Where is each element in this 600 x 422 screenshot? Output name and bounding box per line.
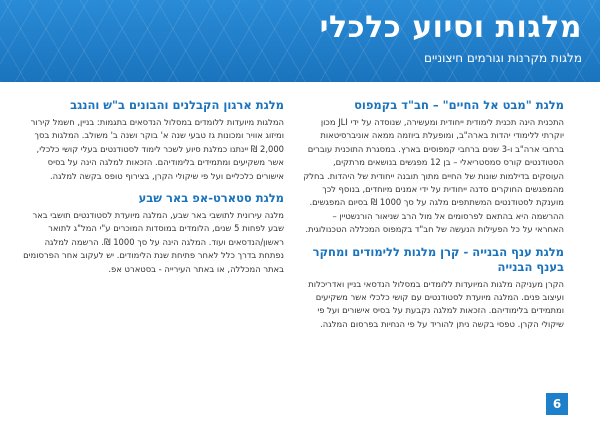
header-banner: [0, 0, 600, 82]
scholarship-section: [22, 98, 284, 183]
section-title: מלגת ארגון הקבלנים והבונים ב"ש והנגב: [70, 98, 284, 112]
scholarship-section: [22, 191, 284, 276]
section-title: מלגת "מבט אל החיים" – חב"ד בקמפוס: [354, 98, 564, 112]
scholarship-section: [302, 245, 564, 332]
left-column: [22, 98, 284, 284]
section-title: מלגת ענף הבנייה - קרן מלגות ללימודים ומחקר בענף הבנייה: [312, 244, 564, 274]
page-title: מלגות וסיוע כלכלי: [319, 10, 582, 45]
scholarship-section: [302, 98, 564, 237]
section-body: התכנית הינה תכנית לימודית ייחודית ומעשירה, שנוסדה על ידי JLI מכון יוקרתי ללימודי יהדות בארה"ב, ומופעלת ביוזמה ממאה אוניברסיטאות ברחבי ארה"ב ו-3 שנים ברחבי קמפוסים בארץ. במסגרת התוכנית עוברים הסטודנטים קורס סמסטריאלי – בן 12 מפגשים בנושאים מרתקים, העוסקים בדילמות שונות של החיים מתוך תובנה ייחודית של היהדות. בחלק מהמפגשים החוקרים סדנה ייחודית על ידי אמנים מיוחדים, בנוסף לכך מוענקת לסטודנטים המשתתפים מלגה על סך 1000 ₪ בסיום המפגשים. ההרשמה היא בהתאם לפרסומים אל מול הרב שניאור הורנשטיין – האחראי על כל הפעילות הנעשה של חב"ד בקמפוס המכללה הטכנולוגית.: [303, 117, 564, 235]
right-column: [302, 98, 564, 339]
section-body: המלגות מיועדות ללומדים במסלול הנדסאים בתגמות: בניין, חשמל קירור ומיזוג אוויר ומכונות גז טבעי שנה א' בוקר ושנה ב' משולב. המלגות בסך 2,000 ₪ יינתנו כמלגת סיוע לשכר לימוד לסטודנטים בעלי קושי כלכלי, אשר משקיעים ומתמידים בלימודיהם. הזכאות למלגה הינה על בסיס אישורים כלכליים ועל פי שיקולי הקרן, בצירוף טופס בקשה למלגה.: [30, 117, 284, 181]
page-number: 6: [546, 393, 568, 415]
section-title: מלגת סטארט-אפ באר שבע: [138, 191, 284, 206]
page-subtitle: מלגות מקרנות וגורמים חיצוניים: [423, 51, 582, 65]
section-body: מלגה עירונית לתושבי באר שבע, המלגה מיועדת לסטודנטים תושבי באר שבע לפחות 5 שנים, הלומדים במוסדות המוכרים ע"י המל"ג לתואר ראשון/הנדסאים ועוד. המלגה הינה על סך 1000 ₪. הרשמה למלגה נפתחת בדרך כלל לאחר פתיחת שנת הלימודים. יש לעקוב אחר הפרסומים באתר המכללה, או באתר העירייה - בסטארט אפ.: [23, 210, 284, 274]
section-body: הקרן מעניקה מלגות המיועדות ללומדים במסלול הנדסאי בניין ואדריכלות ועיצוב פנים. המלגה מיועדת לסטודנטים עם קושי כלכלי אשר משקיעים ומתמידים בלימודיהם. הזכאות למלגה נקבעת על בסיס אישורים ועל פי שיקולי הקרן. טפסי בקשה ניתן להוריד על פי הנחיות בפרסום המלגה.: [308, 278, 564, 329]
